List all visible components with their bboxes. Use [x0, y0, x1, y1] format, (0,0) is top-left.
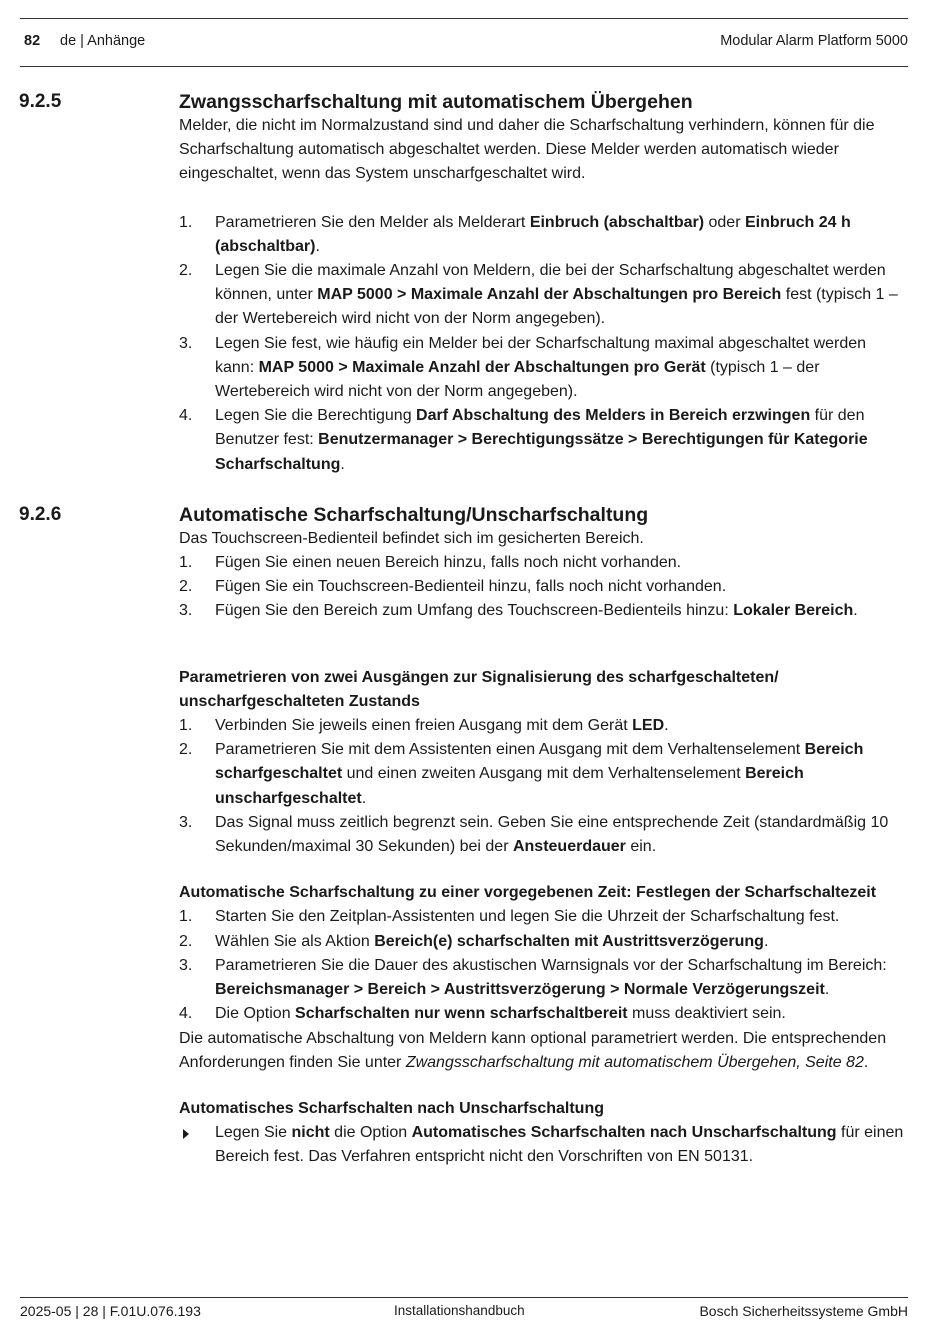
action-list-after-disarm [179, 1121, 909, 1169]
page-number: 82 [24, 33, 41, 49]
footer-rule [20, 1297, 908, 1298]
footer-doc-id: 2025-05 | 28 | F.01U.076.193 [20, 1303, 201, 1319]
footer-doc-type: Installationshandbuch [394, 1303, 525, 1318]
steps-list-926 [179, 551, 909, 624]
footer-company: Bosch Sicherheitssysteme GmbH [699, 1303, 908, 1319]
list-item: 1. Starten Sie den Zeitplan-Assistenten und legen Sie die Uhrzeit der Scharfschaltung fest. [179, 908, 840, 926]
section-heading-925 [19, 90, 909, 114]
list-item: 3. Das Signal muss zeitlich begrenzt sein. Geben Sie eine entsprechende Zeit (standardmäßig 10 Sekunden/maximal 30 Sekunden) bei der Ansteuerdauer ein. [179, 813, 889, 856]
list-item: 1. Verbinden Sie jeweils einen freien Ausgang mit dem Gerät LED. [179, 717, 669, 735]
list-item: 2. Legen Sie die maximale Anzahl von Meldern, die bei der Scharfschaltung abgeschaltet werden können, unter MAP 5000 > Maximale Anzahl der Abschaltungen pro Bereich fest (typisch 1 – der Wertebereich wird nicht von der Norm angegeben). [179, 262, 898, 328]
list-item: 2. Fügen Sie ein Touchscreen-Bedienteil hinzu, falls noch nicht vorhanden. [179, 578, 727, 596]
list-item: 3. Parametrieren Sie die Dauer des akustischen Warnsignals vor der Scharfschaltung im Bereich: Bereichsmanager > Bereich > Austrittsverzögerung > Normale Verzögerungszeit. [179, 956, 887, 999]
section-title-925: Zwangsscharfschaltung mit automatischem Übergehen [179, 91, 693, 113]
arrow-bullet-icon [183, 1129, 189, 1139]
section-intro-926: Das Touchscreen-Bedienteil befindet sich im gesicherten Bereich. [179, 529, 644, 547]
section-number-926: 9.2.6 [19, 503, 62, 525]
list-item: Legen Sie nicht die Option Automatisches Scharfschalten nach Unscharfschaltung für einen Bereich fest. Das Verfahren entspricht nicht den Vorschriften von EN 50131. [179, 1121, 909, 1169]
header-product: Modular Alarm Platform 5000 [720, 33, 908, 49]
list-item: 3. Fügen Sie den Bereich zum Umfang des Touchscreen-Bedienteils hinzu: Lokaler Bereich. [179, 602, 858, 620]
cross-reference-link[interactable]: Zwangsscharfschaltung mit automatischem Übergehen, Seite 82 [405, 1053, 864, 1071]
steps-list-timed [179, 905, 909, 1026]
section-title-926: Automatische Scharfschaltung/Unscharfschaltung [179, 503, 649, 526]
section-intro-925: Melder, die nicht im Normalzustand sind und daher die Scharfschaltung verhindern, können für die Scharfschaltung automatisch abgeschaltet werden. Diese Melder werden automatisch wieder eingeschaltet, wenn das System unscharfgeschaltet wird. [179, 117, 875, 183]
list-item: 4. Die Option Scharfschalten nur wenn scharfschaltbereit muss deaktiviert sein. [179, 1005, 786, 1023]
header-bottom-rule [20, 66, 908, 67]
list-item: 1. Parametrieren Sie den Melder als Melderart Einbruch (abschaltbar) oder Einbruch 24 h (abschaltbar). [179, 213, 851, 255]
steps-list-925 [179, 211, 909, 477]
list-item: 1. Fügen Sie einen neuen Bereich hinzu, falls noch nicht vorhanden. [179, 554, 682, 572]
subheading-after-disarm: Automatisches Scharfschalten nach Unscharfschaltung [179, 1099, 604, 1117]
section-heading-926 [19, 503, 909, 527]
list-item: 4. Legen Sie die Berechtigung Darf Abschaltung des Melders in Bereich erzwingen für den Benutzer fest: Benutzermanager > Berechtigungssätze > Berechtigungen für Kategorie Scharfschaltung. [179, 407, 868, 473]
header-top-rule [20, 18, 908, 19]
subheading-outputs: Parametrieren von zwei Ausgängen zur Signalisierung des scharfgeschalteten/ unscharfgeschalteten Zustands [179, 668, 779, 710]
list-item: 2. Parametrieren Sie mit dem Assistenten einen Ausgang mit dem Verhaltenselement Bereich scharfgeschaltet und einen zweiten Ausgang mit dem Verhaltenselement Bereich unscharfgeschaltet. [179, 741, 864, 807]
list-item: 3. Legen Sie fest, wie häufig ein Melder bei der Scharfschaltung maximal abgeschaltet werden kann: MAP 5000 > Maximale Anzahl der Abschaltungen pro Gerät (typisch 1 – der Wertebereich wird nicht von der Norm angegeben). [179, 334, 867, 401]
steps-list-outputs [179, 714, 909, 859]
section-number-925: 9.2.5 [19, 91, 62, 112]
subheading-timed: Automatische Scharfschaltung zu einer vorgegebenen Zeit: Festlegen der Scharfschaltezeit [179, 884, 877, 902]
timed-note: Die automatische Abschaltung von Meldern kann optional parametriert werden. Die entsprechenden Anforderungen finden Sie unter Zwangsscharfschaltung mit automatischem Übergehen, Seite 82. [179, 1029, 887, 1071]
header-section: de | Anhänge [60, 33, 146, 49]
page-header [20, 33, 908, 53]
page-body [19, 90, 909, 1170]
list-item: 2. Wählen Sie als Aktion Bereich(e) scharfschalten mit Austrittsverzögerung. [179, 932, 769, 950]
